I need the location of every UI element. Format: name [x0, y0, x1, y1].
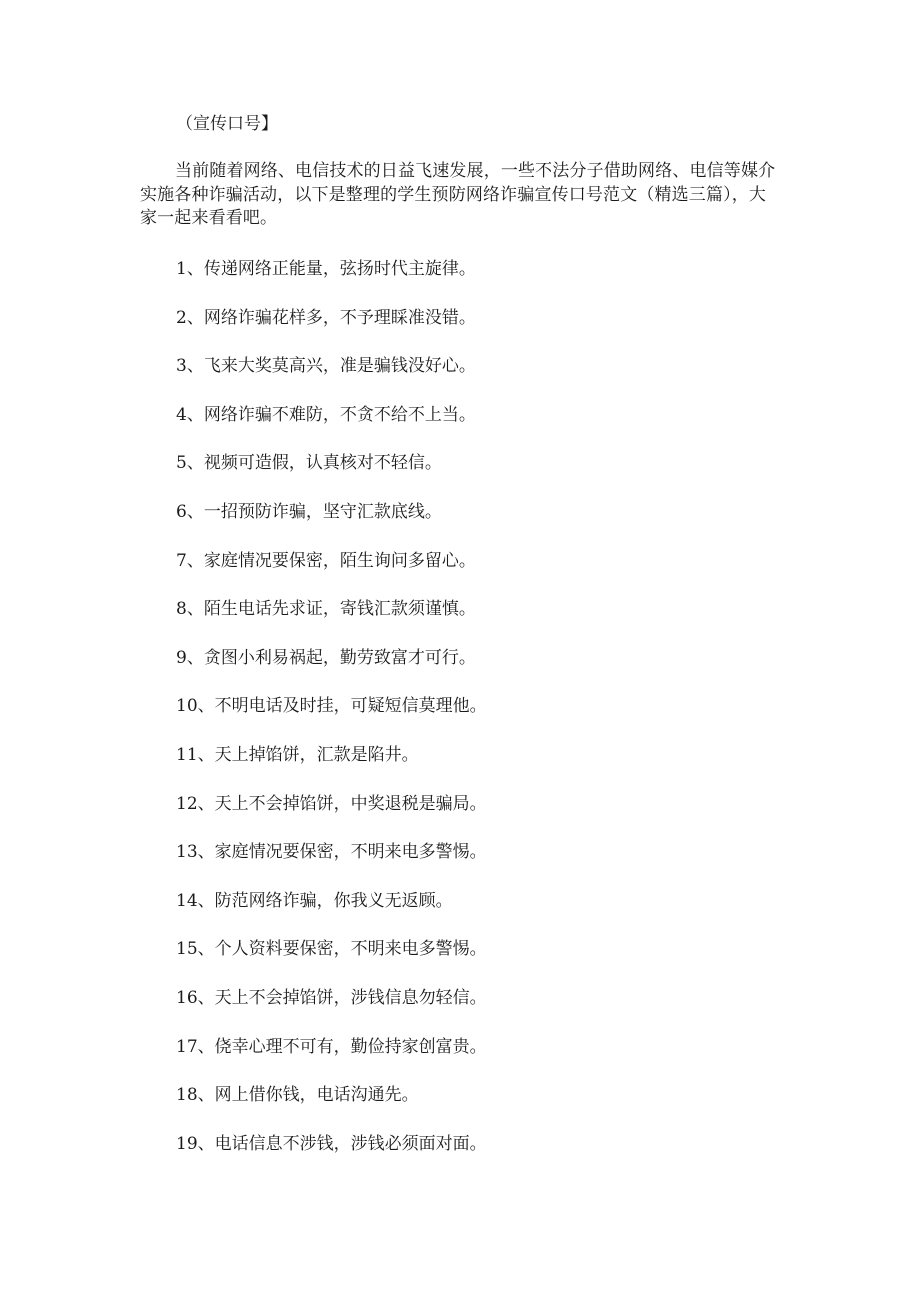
slogan-item-7: 7、家庭情况要保密，陌生询问多留心。 — [176, 550, 476, 571]
slogan-item-4: 4、网络诈骗不难防，不贪不给不上当。 — [176, 404, 476, 425]
slogan-item-18: 18、网上借你钱，电话沟通先。 — [176, 1085, 419, 1106]
slogan-item-2: 2、网络诈骗花样多，不予理睬准没错。 — [176, 307, 476, 328]
slogan-item-6: 6、一招预防诈骗，坚守汇款底线。 — [176, 501, 442, 522]
slogan-item-12: 12、天上不会掉馅饼，中奖退税是骗局。 — [176, 793, 487, 814]
slogan-item-14: 14、防范网络诈骗，你我义无返顾。 — [176, 890, 453, 911]
slogan-item-17: 17、侥幸心理不可有，勤俭持家创富贵。 — [176, 1036, 487, 1057]
slogan-item-10: 10、不明电话及时挂，可疑短信莫理他。 — [176, 696, 487, 717]
slogan-item-13: 13、家庭情况要保密，不明来电多警惕。 — [176, 842, 487, 863]
slogan-item-1: 1、传递网络正能量，弦扬时代主旋律。 — [176, 259, 476, 279]
section-heading: （宣传口号】 — [176, 114, 278, 134]
slogan-item-19: 19、电话信息不涉钱，涉钱必须面对面。 — [176, 1133, 487, 1154]
slogan-item-3: 3、飞来大奖莫高兴，准是骗钱没好心。 — [176, 356, 476, 377]
intro-paragraph: 当前随着网络、电信技术的日益飞速发展，一些不法分子借助网络、电信等媒介实施各种诈骗活动，以下是整理的学生预防网络诈骗宣传口号范文（精选三篇），大家一起来看看吧。 — [140, 161, 776, 228]
slogan-item-16: 16、天上不会掉馅饼，涉钱信息勿轻信。 — [176, 987, 487, 1008]
slogan-list — [176, 257, 487, 1180]
slogan-item-5: 5、视频可造假，认真核对不轻信。 — [176, 453, 442, 474]
slogan-item-11: 11、天上掉馅饼，汇款是陷井。 — [176, 744, 419, 765]
slogan-item-8: 8、陌生电话先求证，寄钱汇款须谨慎。 — [176, 599, 476, 620]
slogan-item-9: 9、贪图小利易祸起，勤劳致富才可行。 — [176, 647, 476, 668]
slogan-item-15: 15、个人资料要保密，不明来电多警惕。 — [176, 939, 487, 960]
